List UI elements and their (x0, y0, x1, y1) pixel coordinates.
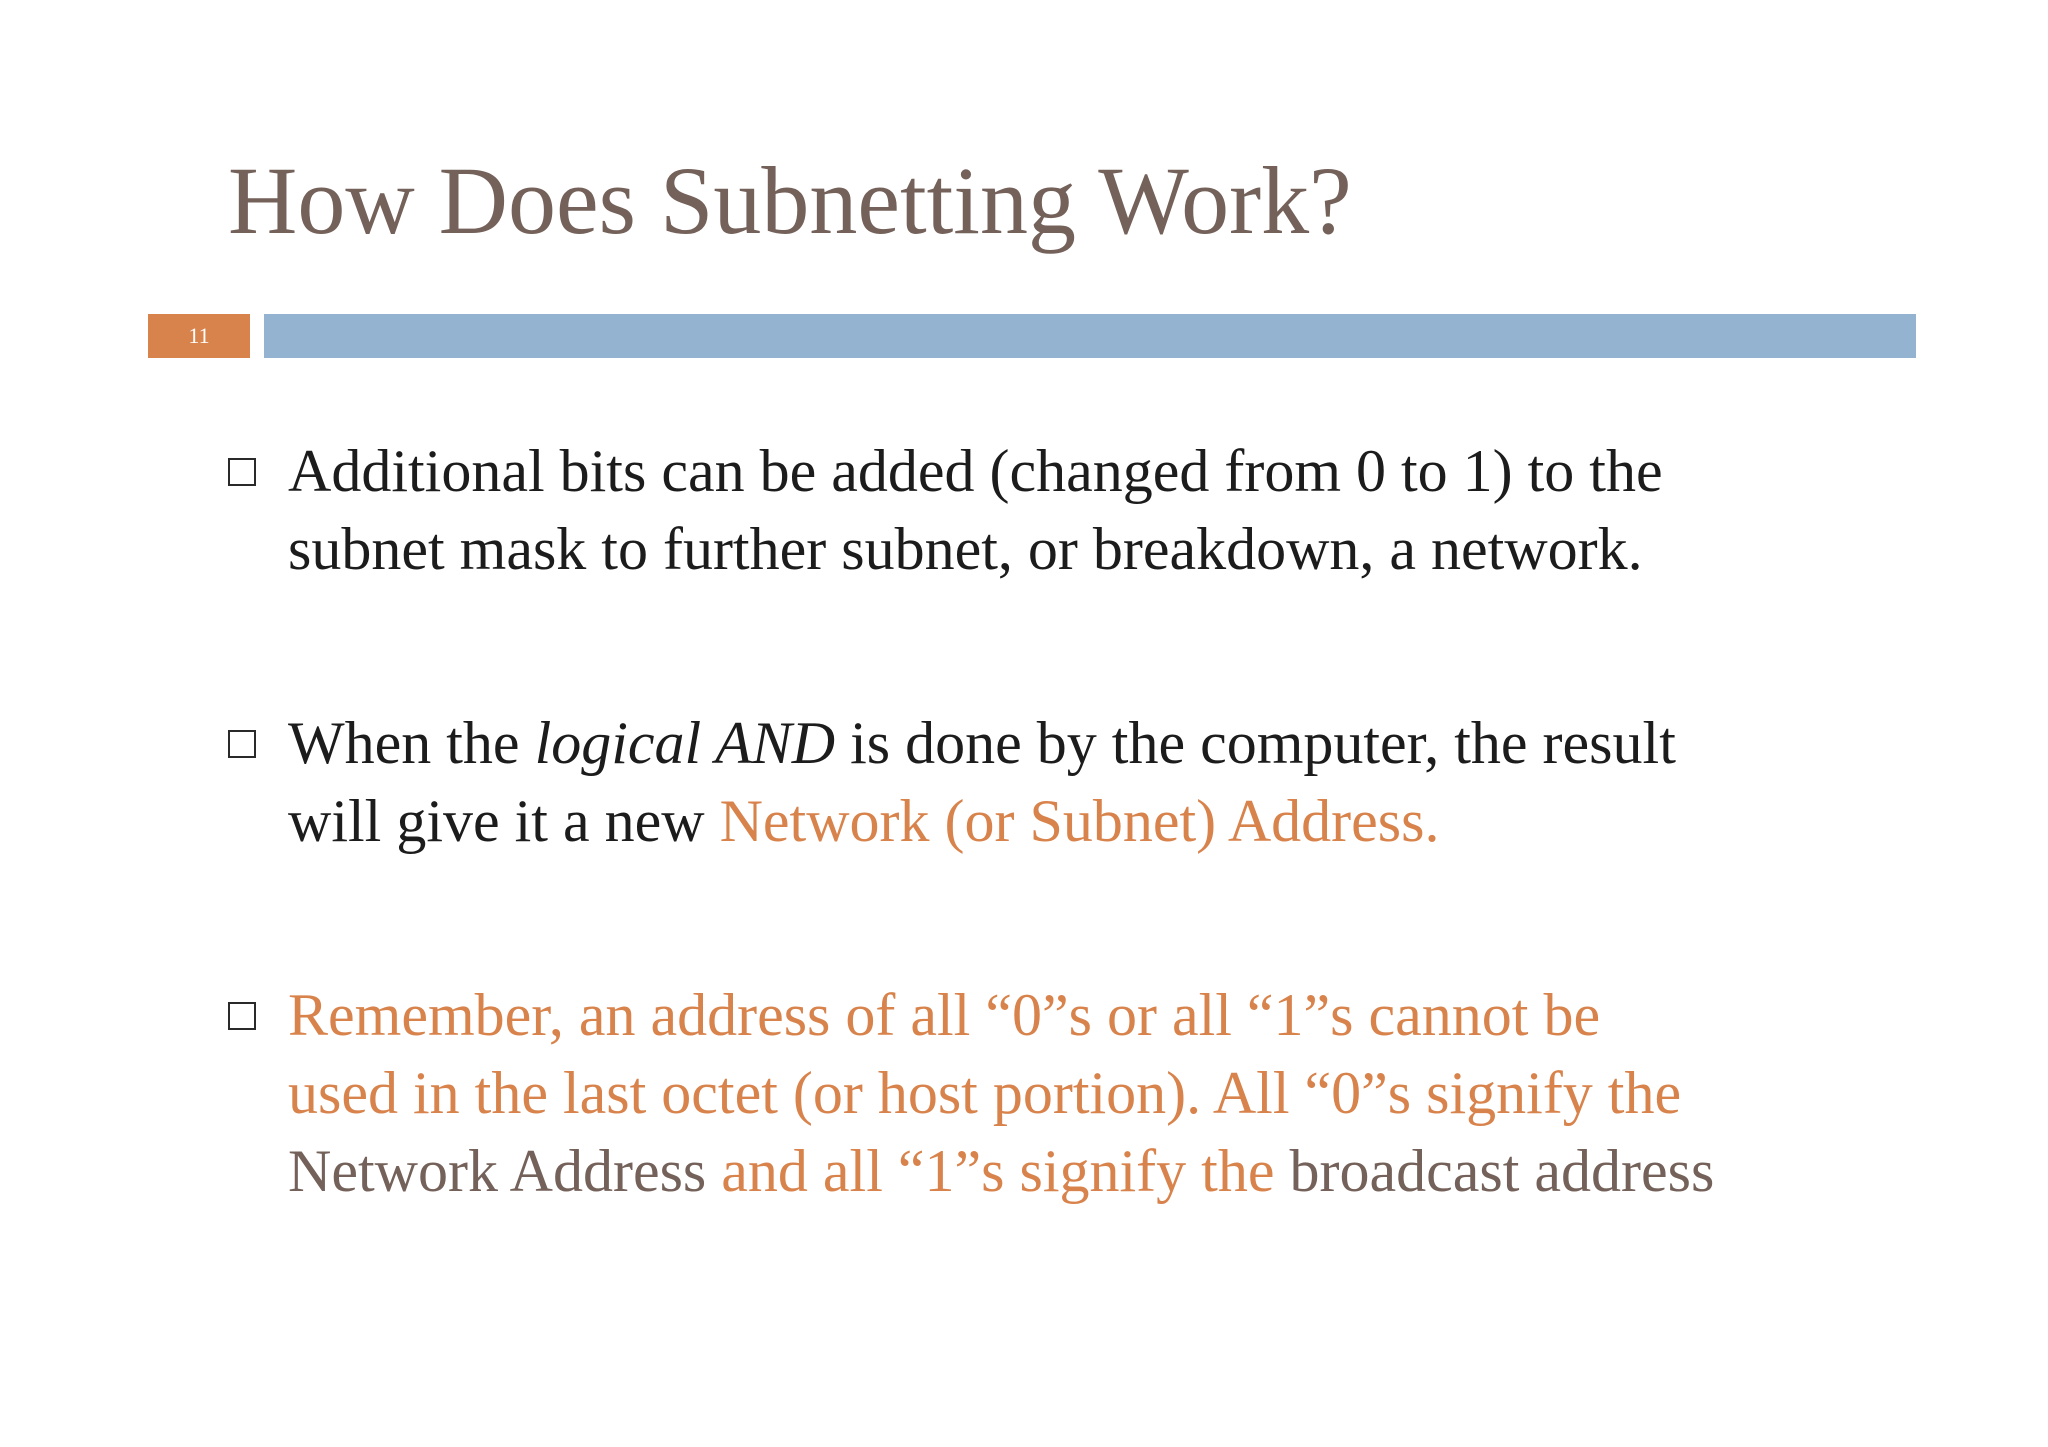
highlighted-term: Network Address (288, 1138, 707, 1204)
text-run: When the (288, 710, 535, 776)
bullet-text (288, 704, 1868, 860)
bullet-line (288, 1132, 1868, 1210)
text-run: will give it a new (288, 788, 720, 854)
text-run: is done by the computer, the result (835, 710, 1676, 776)
hollow-square-bullet-icon (228, 730, 256, 758)
bullet-line (288, 782, 1868, 860)
highlighted-term: broadcast address (1289, 1138, 1715, 1204)
bullet-item (228, 976, 1868, 1210)
bullet-text (288, 976, 1868, 1210)
slide-title: How Does Subnetting Work? (228, 147, 1352, 254)
text-run: and all “1”s signify the (706, 1138, 1290, 1204)
italic-term: logical AND (534, 710, 836, 776)
page-number: 11 (188, 323, 210, 348)
bullet-line: Additional bits can be added (changed from 0 to 1) to the (288, 438, 1663, 504)
bullet-text (288, 432, 1868, 588)
bullet-item (228, 704, 1868, 860)
highlighted-term: Network (or Subnet) Address. (719, 788, 1440, 854)
bullet-line: subnet mask to further subnet, or breakdown, a network. (288, 516, 1643, 582)
bullet-line: Remember, an address of all “0”s or all “1”s cannot be (288, 982, 1601, 1048)
page-number-badge (148, 314, 250, 358)
bullet-line: used in the last octet (or host portion). All “0”s signify the (288, 1060, 1682, 1126)
hollow-square-bullet-icon (228, 458, 256, 486)
hollow-square-bullet-icon (228, 1002, 256, 1030)
bullet-line (288, 704, 1868, 782)
bullet-item (228, 432, 1868, 588)
title-rule-bar (264, 314, 1916, 358)
